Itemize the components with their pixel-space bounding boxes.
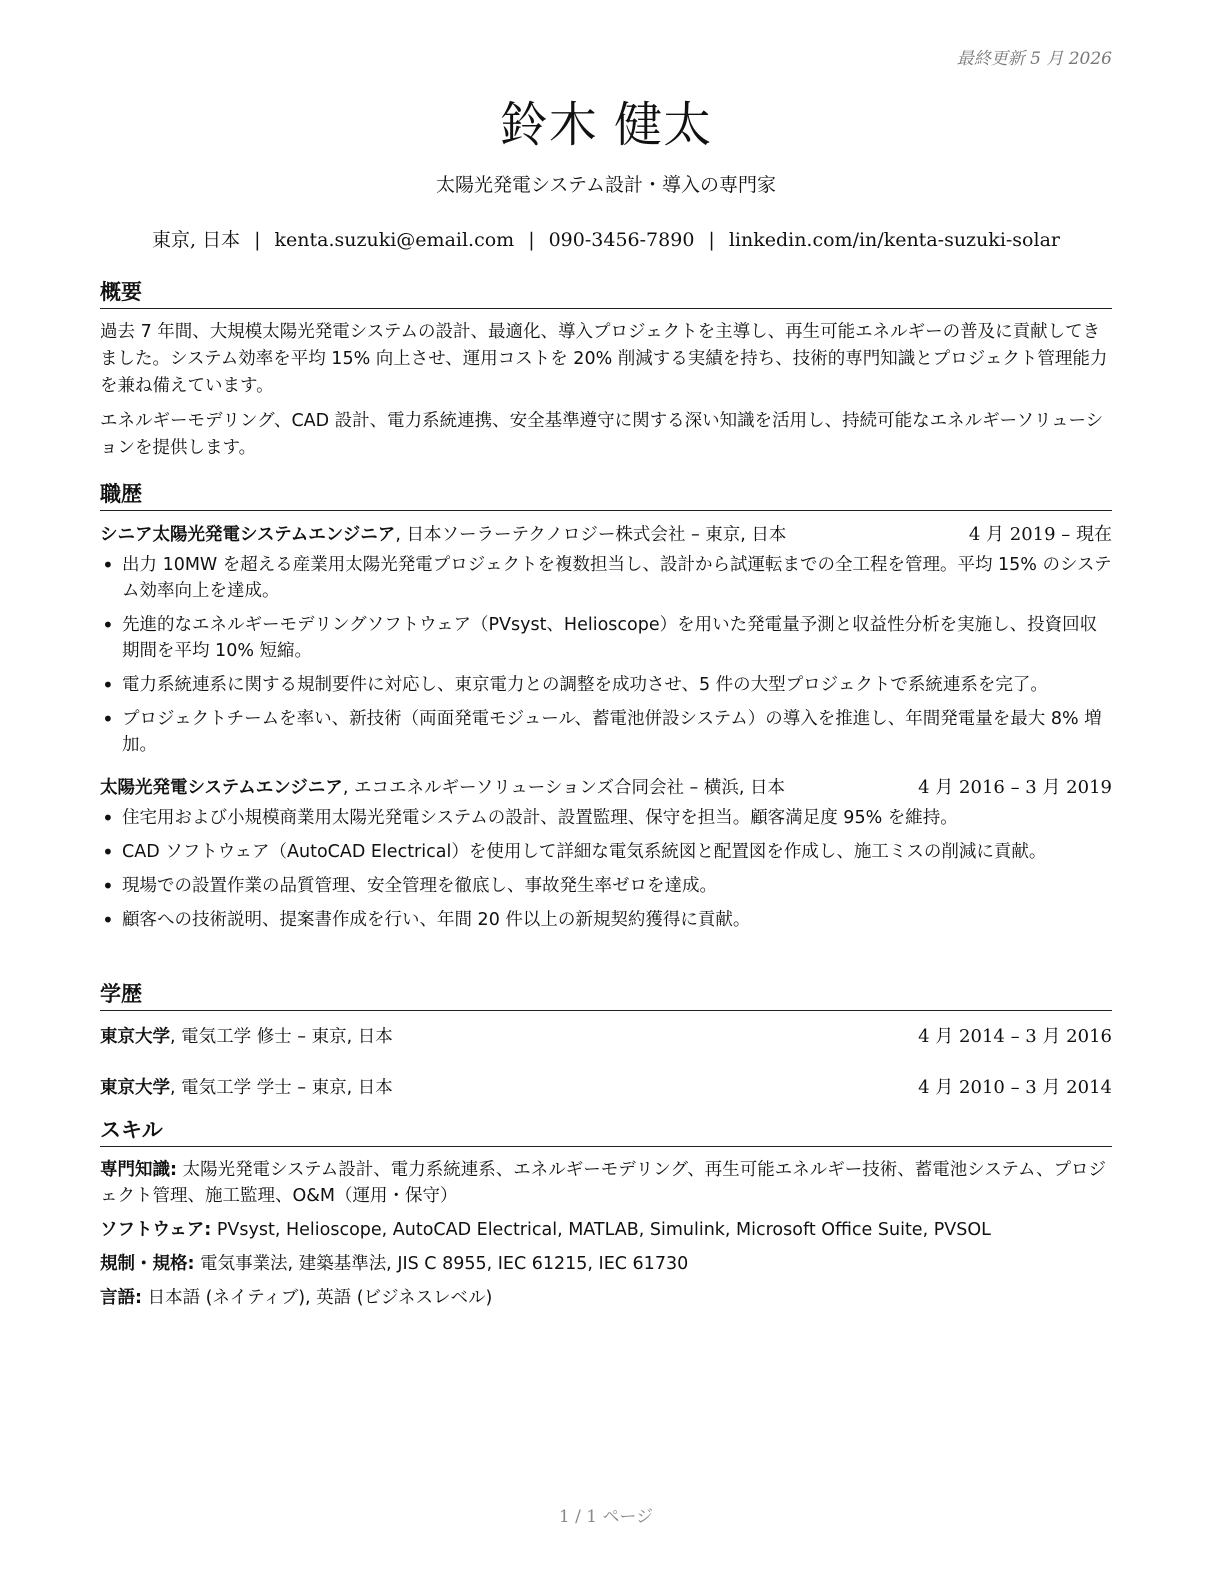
section-title: 学歴 [100,978,1112,1011]
contact-separator: | [254,229,261,251]
contact-location: 東京, 日本 [151,229,241,251]
job-entry [100,521,1112,758]
summary-section [100,276,1112,470]
job-header [100,774,1112,802]
skill-row [100,1251,1112,1277]
job-org: , 日本ソーラーテクノロジー株式会社 – 東京, 日本 [395,525,787,545]
job-role: 太陽光発電システムエンジニア [100,778,343,798]
education-date: 4 月 2010 – 3 月 2014 [918,1077,1112,1098]
candidate-name: 鈴木 健太 [499,97,713,153]
section-title: 概要 [100,276,1112,309]
education-entry [100,1074,1112,1102]
skill-row [100,1285,1112,1311]
list-item: • CAD ソフトウェア（AutoCAD Electrical）を使用して詳細な電気系統図と配置図を作成し、施工ミスの削減に貢献。 [100,839,1112,865]
section-title: 職歴 [100,478,1112,511]
contact-line [100,225,1112,252]
contact-phone[interactable]: 090-3456-7890 [548,229,695,251]
degree-detail: , 電気工学 学士 – 東京, 日本 [170,1078,393,1098]
contact-email[interactable]: kenta.suzuki@email.com [274,229,515,251]
job-date: 4 月 2019 – 現在 [968,524,1112,545]
skill-label: 言語: [100,1288,142,1308]
skill-value: 太陽光発電システム設計、電力系統連系、エネルギーモデリング、再生可能エネルギー技術、蓄電池システム、プロジェクト管理、施工監理、O&M（運用・保守） [100,1160,1107,1206]
experience-section [100,478,1112,941]
job-header [100,521,1112,549]
job-date: 4 月 2016 – 3 月 2019 [918,777,1112,798]
skill-label: 規制・規格: [100,1254,195,1274]
list-item: • 現場での設置作業の品質管理、安全管理を徹底し、事故発生率ゼロを達成。 [100,873,1112,899]
job-bullets [100,805,1112,933]
summary-paragraph: 過去 7 年間、大規模太陽光発電システムの設計、最適化、導入プロジェクトを主導し、再生可能エネルギーの普及に貢献してきました。システム効率を平均 15% 向上させ、運用コストを 20% 削減する実績を持ち、技術的専門知識とプロジェクト管理能力を兼ね備えています。 [100,322,1108,396]
page-number: 1 / 1 ページ [558,1507,654,1527]
summary-paragraph: エネルギーモデリング、CAD 設計、電力系統連携、安全基準遵守に関する深い知識を活用し、持続可能なエネルギーソリューションを提供します。 [100,411,1104,458]
job-org: , エコエネルギーソリューションズ合同会社 – 横浜, 日本 [342,778,785,798]
job-role: シニア太陽光発電システムエンジニア [100,525,396,545]
contact-separator: | [528,229,535,251]
education-date: 4 月 2014 – 3 月 2016 [918,1026,1112,1047]
list-item: • 先進的なエネルギーモデリングソフトウェア（PVsyst、Helioscope）を用いた発電量予測と収益性分析を実施し、投資回収期間を平均 10% 短縮。 [100,612,1112,664]
section-title: スキル [100,1114,1112,1147]
last-updated: 最終更新 5 月 2026 [956,49,1112,69]
school-name: 東京大学 [100,1027,170,1047]
candidate-tagline: 太陽光発電システム設計・導入の専門家 [435,174,777,196]
skill-label: 専門知識: [100,1160,177,1180]
list-item: • 住宅用および小規模商業用太陽光発電システムの設計、設置監理、保守を担当。顧客満足度 95% を維持。 [100,805,1112,831]
skill-value: 日本語 (ネイティブ), 英語 (ビジネスレベル) [142,1288,493,1308]
education-entry [100,1023,1112,1051]
education-section [100,978,1112,1102]
skill-row [100,1157,1112,1209]
skill-label: ソフトウェア: [100,1220,212,1240]
resume-page [100,0,1112,1584]
skill-value: PVsyst, Helioscope, AutoCAD Electrical, MATLAB, Simulink, Microsoft Office Suite, PVSOL [211,1220,991,1240]
skill-value: 電気事業法, 建築基準法, JIS C 8955, IEC 61215, IEC 61730 [194,1254,689,1274]
skills-section [100,1114,1112,1319]
contact-separator: | [708,229,715,251]
skill-row [100,1217,1112,1243]
list-item: • 顧客への技術説明、提案書作成を行い、年間 20 件以上の新規契約獲得に貢献。 [100,907,1112,933]
school-name: 東京大学 [100,1078,170,1098]
job-bullets [100,552,1112,758]
job-entry [100,774,1112,933]
degree-detail: , 電気工学 修士 – 東京, 日本 [170,1027,393,1047]
list-item: • 電力系統連系に関する規制要件に対応し、東京電力との調整を成功させ、5 件の大型プロジェクトで系統連系を完了。 [100,672,1112,698]
list-item: • 出力 10MW を超える産業用太陽光発電プロジェクトを複数担当し、設計から試運転までの全工程を管理。平均 15% のシステム効率向上を達成。 [100,552,1112,604]
contact-linkedin[interactable]: linkedin.com/in/kenta-suzuki-solar [728,229,1060,251]
list-item: • プロジェクトチームを率い、新技術（両面発電モジュール、蓄電池併設システム）の導入を推進し、年間発電量を最大 8% 増加。 [100,706,1112,758]
